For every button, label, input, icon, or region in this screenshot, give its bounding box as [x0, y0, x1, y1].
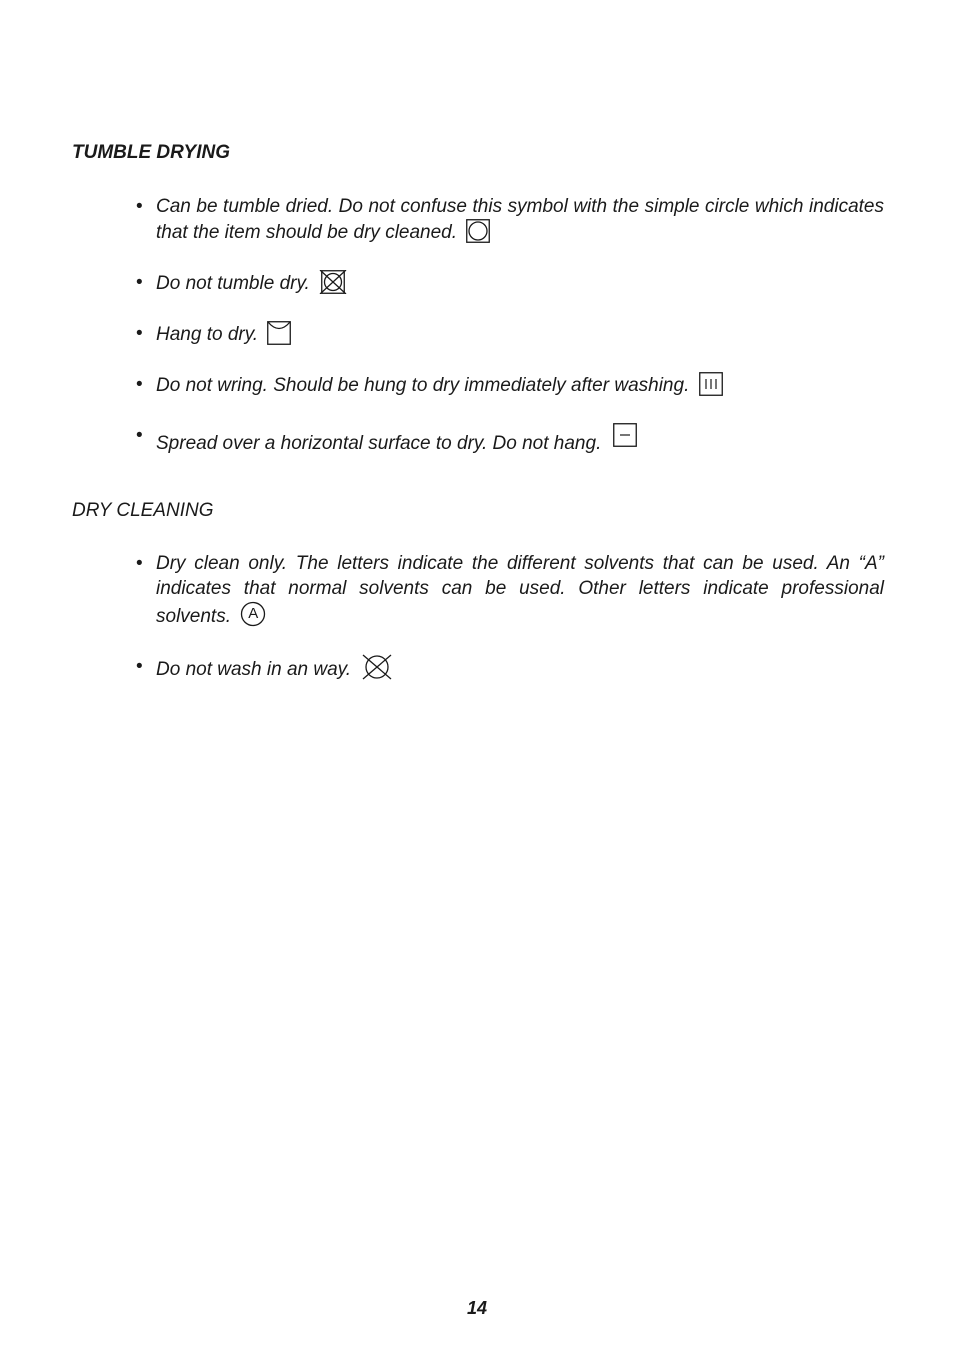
- tumble-drying-list: [136, 194, 884, 481]
- list-item: [136, 551, 884, 629]
- list-item-text: Do not tumble dry.: [156, 273, 310, 294]
- list-item: [136, 194, 884, 245]
- bullet: •: [136, 656, 143, 677]
- list-item-text: Spread over a horizontal surface to dry. Do not hang.: [156, 433, 602, 454]
- list-item-text: Hang to dry.: [156, 324, 259, 345]
- list-item: [136, 372, 884, 398]
- bullet: •: [136, 553, 143, 574]
- section-title-tumble-drying: TUMBLE DRYING: [72, 142, 230, 163]
- page-number: 14: [466, 1298, 488, 1318]
- list-item-text: Dry clean only. The letters indicate the different solvents that can be used. An “A” indicates that normal solvents can be used. Other letters indicate professional solvents.: [156, 553, 884, 627]
- list-item: [136, 654, 884, 682]
- list-item-text: Do not wash in an way.: [156, 659, 352, 680]
- do-not-tumble-dry-icon: [319, 270, 347, 294]
- dry-cleaning-list: [136, 551, 884, 707]
- section-title-dry-cleaning: DRY CLEANING: [72, 500, 214, 521]
- dry-clean-a-icon: [240, 601, 266, 627]
- list-item-text: Can be tumble dried. Do not confuse this symbol with the simple circle which indicates that the item should be dry cleaned.: [156, 196, 884, 243]
- dry-flat-icon: [613, 423, 637, 447]
- dry-clean-letter: A: [248, 605, 259, 622]
- bullet: •: [136, 272, 143, 293]
- list-item-text: Do not wring. Should be hung to dry immediately after washing.: [156, 375, 690, 396]
- drip-dry-icon: [699, 372, 723, 396]
- bullet: •: [136, 425, 143, 446]
- list-item: [136, 270, 884, 296]
- bullet: •: [136, 374, 143, 395]
- list-item: [136, 321, 884, 347]
- tumble-dry-icon: [466, 219, 490, 243]
- do-not-dry-clean-icon: [360, 654, 394, 680]
- list-item: [136, 423, 884, 456]
- hang-to-dry-icon: [267, 321, 291, 345]
- bullet: •: [136, 323, 143, 344]
- bullet: •: [136, 196, 143, 217]
